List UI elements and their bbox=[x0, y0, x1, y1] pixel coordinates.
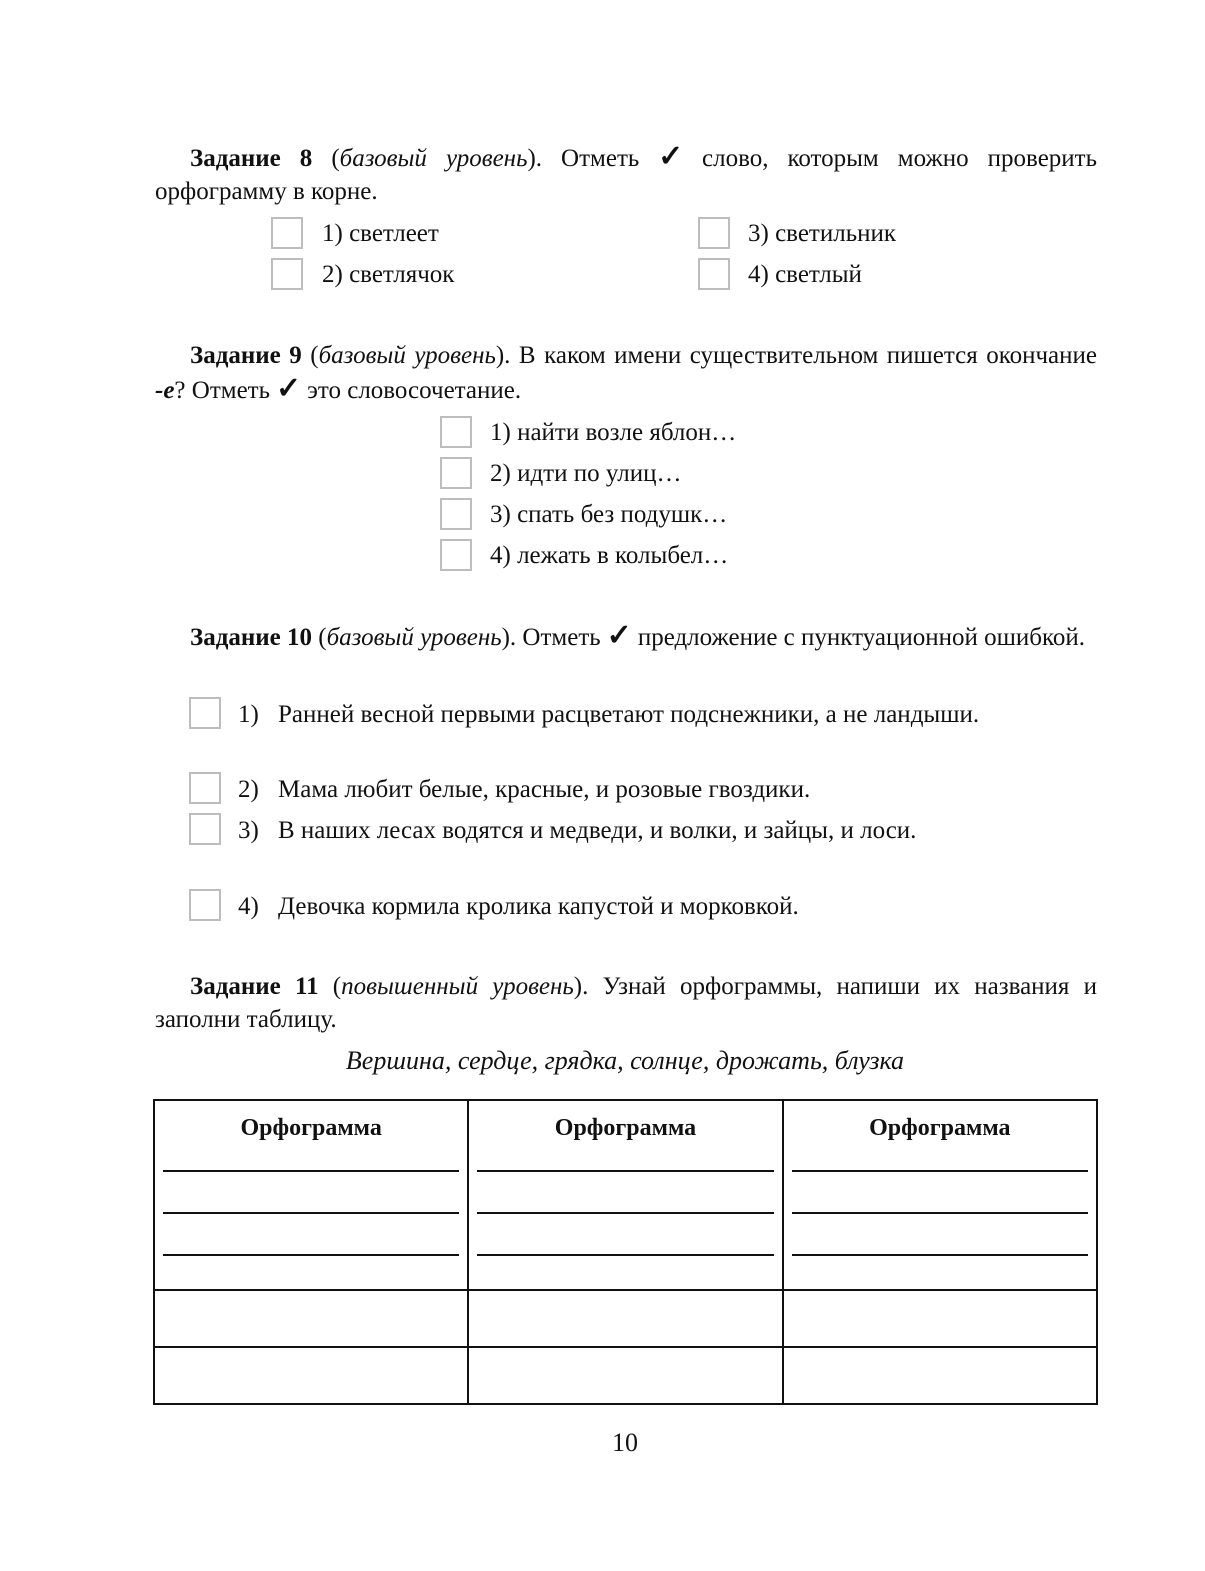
checkmark-icon: ✓ bbox=[645, 140, 696, 173]
task9-text-before: ). В каком имени существительном пишется окончание bbox=[495, 342, 1097, 369]
task9-checkbox-3[interactable] bbox=[440, 498, 472, 530]
task10-text: Задание 10 (базовый уровень). Отметь ✓ предложение с пунктуационной ошибкой. bbox=[190, 619, 1085, 652]
answer-line[interactable] bbox=[163, 1212, 459, 1214]
task9-title: Задание 9 bbox=[190, 342, 302, 369]
answer-line[interactable] bbox=[792, 1212, 1088, 1214]
task10-level: базовый уровень bbox=[326, 624, 502, 651]
task10-title: Задание 10 bbox=[190, 624, 312, 651]
task9-text-after: это словосочетание. bbox=[307, 377, 522, 404]
table-header-label: Орфограмма bbox=[869, 1115, 1011, 1141]
task8-checkbox-1[interactable] bbox=[271, 217, 303, 249]
task11-title: Задание 11 bbox=[190, 973, 319, 1000]
task8-option-1: 1) светлеет bbox=[322, 220, 439, 247]
task8-checkbox-3[interactable] bbox=[698, 217, 730, 249]
task10-option-1-num: 1) bbox=[238, 701, 259, 728]
spelling-table bbox=[153, 1099, 1098, 1405]
table-cell[interactable] bbox=[468, 1290, 782, 1347]
answer-line[interactable] bbox=[477, 1212, 773, 1214]
task10-option-2-num: 2) bbox=[238, 776, 259, 803]
checkmark-icon: ✓ bbox=[606, 619, 632, 652]
task11-words: Вершина, сердце, грядка, солнце, дрожать, блузка bbox=[345, 1046, 905, 1075]
task8-level: базовый уровень bbox=[339, 145, 528, 172]
task10-option-3-num: 3) bbox=[238, 817, 259, 844]
task9-checkbox-4[interactable] bbox=[440, 539, 472, 571]
task8-option-2: 2) светлячок bbox=[322, 261, 455, 288]
table-header-cell-1 bbox=[154, 1100, 468, 1290]
table-cell[interactable] bbox=[783, 1347, 1097, 1404]
task8-option-3: 3) светильник bbox=[748, 220, 897, 247]
table-cell[interactable] bbox=[783, 1290, 1097, 1347]
task8-option-4: 4) светлый bbox=[748, 261, 862, 288]
task9-checkbox-2[interactable] bbox=[440, 457, 472, 489]
task10-checkbox-3[interactable] bbox=[189, 813, 221, 845]
task9-option-4: 4) лежать в колыбел… bbox=[490, 542, 729, 569]
task10-option-1: Ранней весной первыми расцветают подснежники, а не ландыши. bbox=[278, 701, 980, 728]
task9-option-1: 1) найти возле яблон… bbox=[490, 419, 737, 446]
table-header-label: Орфограмма bbox=[240, 1115, 382, 1141]
task10-checkbox-4[interactable] bbox=[189, 889, 221, 921]
answer-line[interactable] bbox=[792, 1170, 1088, 1172]
task10-text-after: предложение с пунктуационной ошибкой. bbox=[637, 624, 1085, 651]
task10-text-before: ). Отметь bbox=[501, 624, 601, 651]
task8-text: Задание 8 (базовый уровень). Отметь ✓ слово, которым можно проверить орфограмму в корне. bbox=[155, 140, 1097, 205]
task11-text: Задание 11 (повышенный уровень). Узнай орфограммы, напиши их названия и заполни таблицу. bbox=[155, 973, 1098, 1033]
answer-line[interactable] bbox=[477, 1170, 773, 1172]
table-header-label: Орфограмма bbox=[554, 1115, 697, 1141]
checkmark-icon: ✓ bbox=[276, 372, 302, 405]
task10-checkbox-1[interactable] bbox=[189, 697, 221, 729]
task8-text-after: слово, которым можно проверить орфограмму в корне. bbox=[155, 145, 1097, 205]
table-header-cell-3 bbox=[783, 1100, 1097, 1290]
task10-option-3: В наших лесах водятся и медведи, и волки, и зайцы, и лоси. bbox=[278, 817, 917, 844]
task9-level: базовый уровень bbox=[318, 342, 496, 369]
task8-text-before: ). Отметь bbox=[527, 145, 640, 172]
task10-checkbox-2[interactable] bbox=[189, 772, 221, 804]
answer-line[interactable] bbox=[163, 1170, 459, 1172]
answer-line[interactable] bbox=[792, 1254, 1088, 1256]
table-header-cell-2 bbox=[468, 1100, 782, 1290]
table-row bbox=[154, 1290, 1097, 1347]
task9-option-2: 2) идти по улиц… bbox=[490, 460, 682, 487]
table-cell[interactable] bbox=[468, 1347, 782, 1404]
task10-option-4-num: 4) bbox=[238, 893, 259, 920]
task9-ending: -е bbox=[155, 377, 175, 404]
task11-text-body: ). Узнай орфограммы, напиши их названия и заполни таблицу. bbox=[155, 973, 1098, 1033]
task11-level: повышенный уровень bbox=[341, 973, 574, 1000]
task9-option-3: 3) спать без подушк… bbox=[490, 501, 728, 528]
page-number: 10 bbox=[612, 1428, 638, 1457]
task9-text-mid: ? Отметь bbox=[174, 377, 270, 404]
table-cell[interactable] bbox=[154, 1347, 468, 1404]
task8-checkbox-2[interactable] bbox=[271, 258, 303, 290]
task10-option-2: Мама любит белые, красные, и розовые гвоздики. bbox=[278, 776, 811, 803]
task8-checkbox-4[interactable] bbox=[698, 258, 730, 290]
answer-line[interactable] bbox=[477, 1254, 773, 1256]
task9-text: Задание 9 (базовый уровень). В каком имени существительном пишется окончание -е? Отметь ✓ это словосочетание. bbox=[155, 342, 1097, 405]
table-cell[interactable] bbox=[154, 1290, 468, 1347]
answer-line[interactable] bbox=[163, 1254, 459, 1256]
task8-title: Задание 8 bbox=[190, 145, 313, 172]
table-row bbox=[154, 1347, 1097, 1404]
task9-checkbox-1[interactable] bbox=[440, 416, 472, 448]
task10-option-4: Девочка кормила кролика капустой и морковкой. bbox=[278, 893, 799, 920]
